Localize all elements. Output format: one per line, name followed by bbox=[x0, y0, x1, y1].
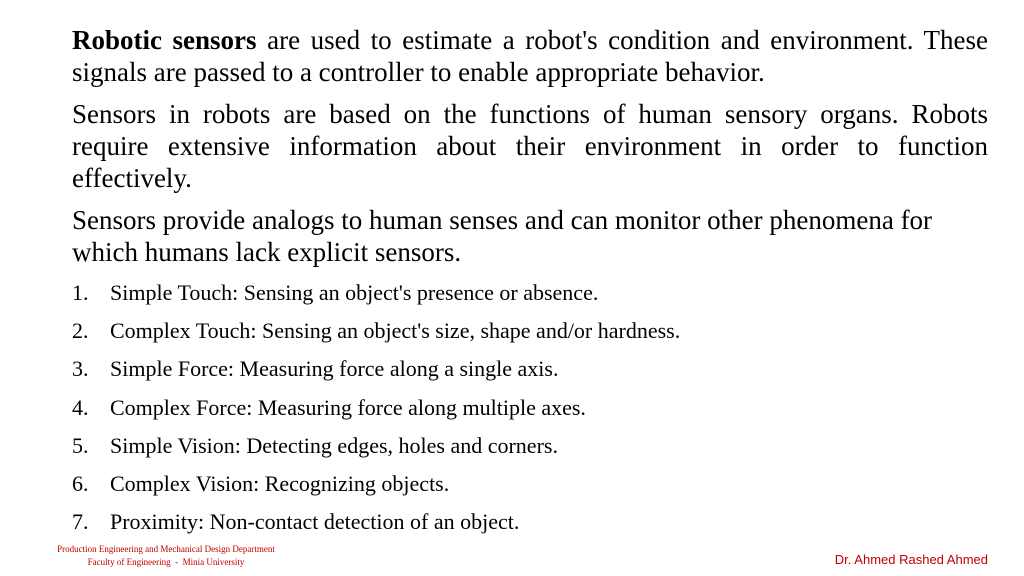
list-item bbox=[72, 433, 988, 471]
paragraph-intro-text: are used to estimate a robot's condition and environment. These signals are passed to a controller to enable appropriate behavior. bbox=[72, 25, 989, 87]
list-number: 7. bbox=[72, 509, 89, 535]
sensor-types-list bbox=[72, 280, 988, 547]
list-number: 1. bbox=[72, 280, 89, 305]
paragraph-intro bbox=[72, 24, 988, 88]
list-item bbox=[72, 509, 988, 547]
list-text: Complex Vision: Recognizing objects. bbox=[110, 470, 450, 496]
paragraph-human-organs: Sensors in robots are based on the functions of human sensory organs. Robots require extensive information about their environment in order to function effectively. bbox=[72, 99, 988, 193]
list-number: 4. bbox=[72, 394, 89, 420]
footer-department: Production Engineering and Mechanical Design Department bbox=[57, 544, 275, 554]
list-text: Complex Touch: Sensing an object's size, shape and/or hardness. bbox=[110, 318, 681, 344]
list-text: Simple Force: Measuring force along a single axis. bbox=[110, 356, 559, 382]
footer-faculty: Faculty of Engineering - Minia University bbox=[87, 557, 245, 567]
list-item bbox=[72, 395, 988, 433]
list-number: 6. bbox=[72, 470, 89, 496]
list-item bbox=[72, 318, 988, 356]
list-number: 3. bbox=[72, 356, 89, 382]
list-item bbox=[72, 356, 988, 394]
footer-author: Dr. Ahmed Rashed Ahmed bbox=[834, 552, 988, 567]
list-text: Simple Touch: Sensing an object's presence or absence. bbox=[110, 280, 599, 305]
footer-institution bbox=[0, 543, 332, 569]
list-item bbox=[72, 280, 988, 318]
list-number: 5. bbox=[72, 432, 89, 458]
list-number: 2. bbox=[72, 318, 89, 344]
key-term: Robotic sensors bbox=[72, 25, 257, 55]
slide-content bbox=[72, 24, 988, 547]
paragraph-analogs: Sensors provide analogs to human senses and can monitor other phenomena for which humans lack explicit sensors. bbox=[72, 205, 933, 267]
list-text: Complex Force: Measuring force along multiple axes. bbox=[110, 394, 586, 420]
list-item bbox=[72, 471, 988, 509]
list-text: Simple Vision: Detecting edges, holes and corners. bbox=[110, 432, 558, 458]
list-text: Proximity: Non-contact detection of an object. bbox=[110, 509, 520, 535]
